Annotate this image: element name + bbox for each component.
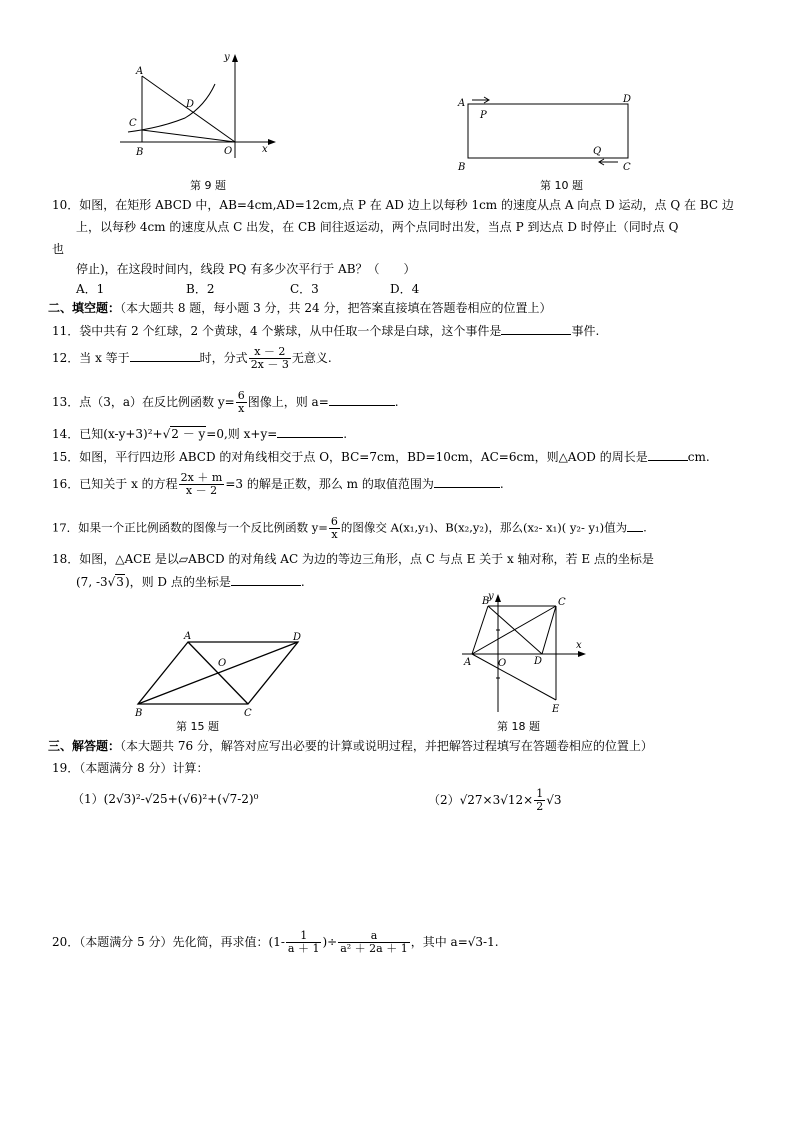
q14-blank[interactable] bbox=[277, 425, 343, 438]
label-C: C bbox=[558, 597, 566, 608]
q10-option-a: A．1 bbox=[76, 282, 105, 296]
label-y: y bbox=[224, 52, 230, 63]
label-B: B bbox=[135, 708, 143, 718]
q13-fraction bbox=[236, 390, 247, 415]
label-P: P bbox=[480, 110, 487, 121]
q11 bbox=[52, 322, 599, 339]
q19-title: 19．（本题满分 8 分）计算： bbox=[52, 761, 209, 775]
figure-9 bbox=[100, 48, 290, 163]
label-O: O bbox=[224, 146, 233, 157]
q13 bbox=[52, 390, 399, 415]
q19-part1: （1）(2√3)²-√25+(√6)²+(√7-2)⁰ bbox=[72, 792, 259, 806]
q16-text: 16．已知关于 x 的方程 bbox=[52, 477, 178, 491]
q13-end: . bbox=[394, 395, 399, 409]
label-D: D bbox=[623, 94, 632, 105]
q13-num: 6 bbox=[237, 389, 245, 402]
label-Q: Q bbox=[593, 146, 602, 157]
q16-fraction bbox=[179, 472, 225, 497]
q12-blank[interactable] bbox=[130, 349, 200, 362]
q17-num: 6 bbox=[330, 515, 338, 528]
q12-post: 无意义. bbox=[291, 351, 332, 365]
figure-18 bbox=[452, 588, 597, 716]
q10-line3: 也 bbox=[52, 242, 65, 256]
q11-post: 事件. bbox=[571, 324, 600, 338]
q15 bbox=[52, 448, 710, 465]
figure-10 bbox=[450, 88, 650, 178]
figure-18-caption: 第 18 题 bbox=[497, 720, 540, 733]
q20-text: 20．（本题满分 5 分）先化简，再求值：(1- bbox=[52, 935, 285, 949]
q12-num: x － 2 bbox=[249, 346, 291, 359]
q20-fraction-1 bbox=[286, 930, 322, 955]
q18-line1: 18．如图，△ACE 是以▱ABCD 的对角线 AC 为边的等边三角形，点 C 与点 E 关于 x 轴对称，若 E 点的坐标是 bbox=[52, 552, 654, 566]
label-A: A bbox=[464, 657, 472, 668]
q20 bbox=[52, 930, 499, 955]
q12-fraction bbox=[249, 346, 291, 371]
label-C: C bbox=[244, 708, 252, 718]
q16-post: =3 的解是正数，那么 m 的取值范围为 bbox=[225, 477, 434, 491]
figure-15 bbox=[130, 628, 320, 718]
q14-radicand: 2 － y bbox=[171, 427, 206, 441]
q20-den1: a ＋ 1 bbox=[287, 942, 320, 955]
label-D: D bbox=[293, 632, 302, 643]
q19-p2-text: （2）√27×3√12× bbox=[428, 793, 534, 807]
label-A: A bbox=[458, 98, 466, 109]
q18-blank[interactable] bbox=[231, 573, 301, 586]
label-x: x bbox=[576, 640, 582, 651]
q11-text: 11．袋中共有 2 个红球，2 个黄球，4 个紫球，从中任取一个球是白球，这个事件是 bbox=[52, 324, 502, 338]
label-B: B bbox=[458, 162, 466, 173]
q19-fraction bbox=[534, 788, 545, 813]
q17 bbox=[52, 516, 647, 541]
section-2-desc: （本大题共 8 题，每小题 3 分，共 24 分，把答案直接填在答题卷相应的位置上） bbox=[120, 301, 552, 315]
q15-post: cm. bbox=[687, 450, 710, 464]
q19-p2-post: √3 bbox=[546, 793, 562, 807]
label-x: x bbox=[262, 144, 268, 155]
q14-text: 14．已知(x-y+3)²+ bbox=[52, 427, 163, 441]
figure-10-caption: 第 10 题 bbox=[540, 179, 583, 192]
label-E: E bbox=[552, 704, 560, 715]
q17-den: x bbox=[331, 528, 338, 541]
label-A: A bbox=[136, 66, 144, 77]
q16-end: . bbox=[499, 477, 504, 491]
q17-fraction bbox=[329, 516, 340, 541]
q16 bbox=[52, 472, 504, 497]
q10-line4: 停止)，在这段时间内，线段 PQ 有多少次平行于 AB？（ ） bbox=[76, 262, 416, 276]
label-y: y bbox=[488, 591, 494, 602]
label-D: D bbox=[186, 99, 195, 110]
q10-line1: 10．如图，在矩形 ABCD 中，AB=4cm,AD=12cm,点 P 在 AD 边上以每秒 1cm 的速度从点 A 向点 D 运动，点 Q 在 BC 边 bbox=[52, 198, 734, 212]
q18-end: . bbox=[300, 575, 305, 589]
label-D: D bbox=[534, 656, 543, 667]
q18-radicand: 3 bbox=[116, 575, 124, 589]
q12-text: 12．当 x 等于 bbox=[52, 351, 130, 365]
q12 bbox=[52, 346, 332, 371]
q19-part2 bbox=[428, 788, 562, 813]
q13-blank[interactable] bbox=[329, 393, 395, 406]
label-B: B bbox=[136, 147, 144, 158]
label-O: O bbox=[218, 658, 227, 669]
q19-den: 2 bbox=[536, 800, 544, 813]
q14: 14．已知(x-y+3)²+√2 － y=0,则 x+y= . bbox=[52, 427, 348, 441]
q10-line2: 上，以每秒 4cm 的速度从点 C 出发，在 CB 间往返运动，两个点同时出发，当点 P 到达点 D 时停止（同时点 Q bbox=[76, 220, 679, 234]
section-3-heading bbox=[48, 738, 653, 754]
q12-den: 2x － 3 bbox=[250, 358, 289, 371]
q15-text: 15．如图，平行四边形 ABCD 的对角线相交于点 O，BC=7cm，BD=10cm，AC=6cm，则△AOD 的周长是 bbox=[52, 450, 648, 464]
q17-text: 17．如果一个正比例函数的图像与一个反比例函数 y= bbox=[52, 520, 328, 535]
section-2-heading bbox=[48, 300, 551, 316]
q20-post: ，其中 a=√3-1. bbox=[410, 935, 499, 949]
q10-option-c: C．3 bbox=[290, 282, 319, 296]
q16-blank[interactable] bbox=[434, 475, 500, 488]
q13-text: 13．点（3，a）在反比例函数 y= bbox=[52, 395, 235, 409]
q10-option-b: B．2 bbox=[186, 282, 215, 296]
label-C: C bbox=[623, 162, 631, 173]
q11-blank[interactable] bbox=[501, 322, 571, 335]
q20-num2: a bbox=[338, 930, 410, 943]
label-O: O bbox=[498, 658, 507, 669]
q13-post: 图像上，则 a= bbox=[247, 395, 329, 409]
q20-den2: a² ＋ 2a ＋ 1 bbox=[340, 942, 408, 955]
q12-mid: 时，分式 bbox=[199, 351, 248, 365]
q18-coord: (7, -3 bbox=[76, 575, 108, 589]
q20-num1: 1 bbox=[286, 930, 322, 943]
q16-num: 2x ＋ m bbox=[180, 471, 223, 484]
section-3-title: 三、解答题： bbox=[48, 739, 121, 753]
q20-mid: )÷ bbox=[322, 935, 338, 949]
section-3-desc: （本大题共 76 分，解答对应写出必要的计算或说明过程，并把解答过程填写在答题卷相应的位置上） bbox=[120, 739, 653, 753]
figure-15-caption: 第 15 题 bbox=[176, 720, 219, 733]
figure-9-caption: 第 9 题 bbox=[190, 179, 226, 192]
label-A: A bbox=[184, 631, 192, 642]
q17-end: . bbox=[643, 520, 647, 535]
q18-post: )，则 D 点的坐标是 bbox=[124, 575, 231, 589]
q10-option-d: D．4 bbox=[390, 282, 420, 296]
section-2-title: 二、填空题： bbox=[48, 301, 121, 315]
q20-fraction-2 bbox=[338, 930, 410, 955]
q16-den: x － 2 bbox=[185, 484, 218, 497]
q14-post: =0,则 x+y= bbox=[206, 427, 278, 441]
label-B: B bbox=[482, 596, 490, 607]
q19-num: 1 bbox=[536, 787, 544, 800]
curve bbox=[128, 84, 215, 132]
q13-den: x bbox=[238, 402, 245, 415]
q17-blank[interactable] bbox=[627, 519, 643, 532]
q15-blank[interactable] bbox=[648, 448, 688, 461]
q18-line2: (7, -3√3)，则 D 点的坐标是 . bbox=[76, 575, 305, 589]
label-C: C bbox=[129, 118, 137, 129]
q17-post: 的图像交 A(x₁,y₁)、B(x₂,y₂)，那么(x₂- x₁)( y₂- y₁)值为 bbox=[340, 520, 628, 535]
q14-end: . bbox=[343, 427, 348, 441]
